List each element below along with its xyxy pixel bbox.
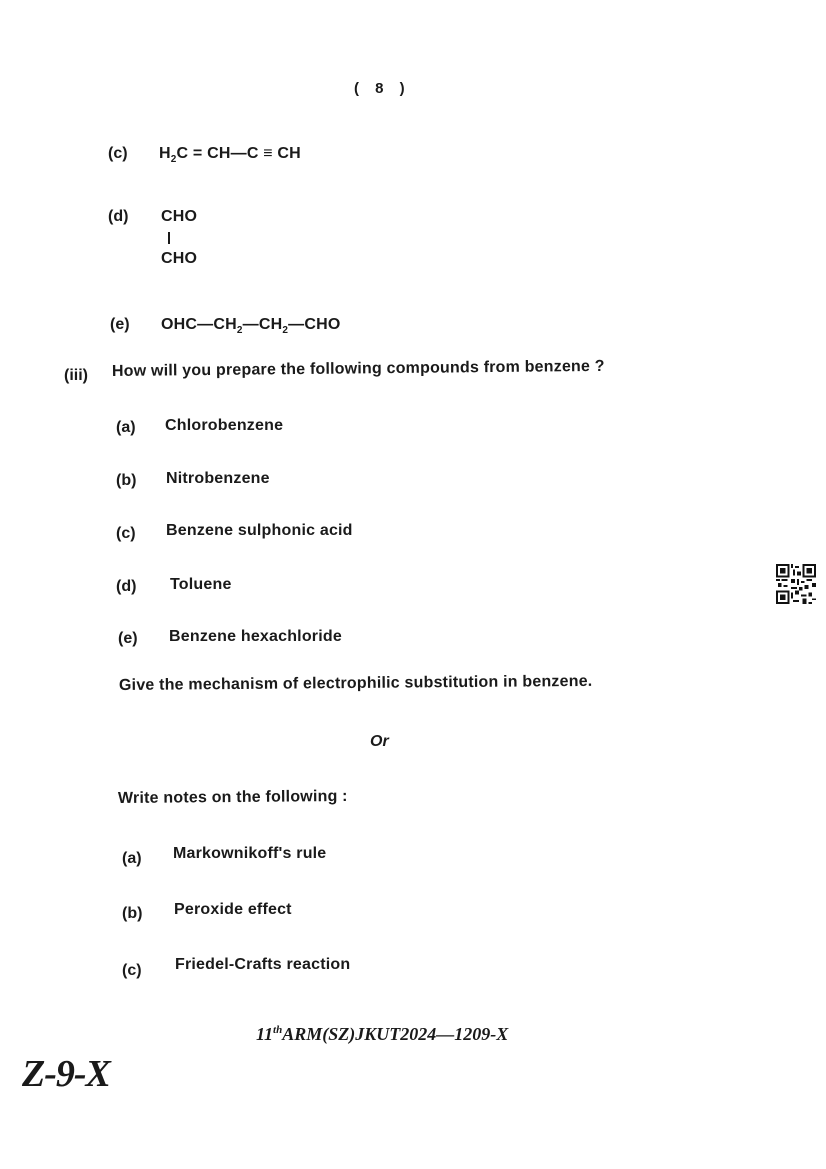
note-c-text: Friedel-Crafts reaction xyxy=(175,956,351,973)
formula-part: —CH xyxy=(242,316,283,333)
item-c-label: (c) xyxy=(116,525,136,542)
item-e-label: (e) xyxy=(110,316,130,333)
item-e-label: (e) xyxy=(118,630,138,647)
page-number: ( 8 ) xyxy=(354,80,411,97)
notes-prompt: Write notes on the following : xyxy=(117,787,348,807)
or-separator: Or xyxy=(370,733,389,750)
paper-code xyxy=(256,1024,508,1045)
formula-subscript: 2 xyxy=(236,325,243,336)
formula-part: C = CH—C ≡ CH xyxy=(176,145,301,162)
item-e-text: Benzene hexachloride xyxy=(169,628,342,645)
formula-part: H xyxy=(159,145,171,162)
item-a-text: Chlorobenzene xyxy=(165,417,284,434)
formula-part: —CHO xyxy=(288,316,341,333)
note-b-text: Peroxide effect xyxy=(174,901,292,918)
item-b-text: Nitrobenzene xyxy=(166,470,270,487)
code-superscript: th xyxy=(273,1024,283,1036)
single-bond-line xyxy=(168,232,170,244)
code-rest: ARM(SZ)JKUT2024—1209-X xyxy=(282,1024,509,1044)
item-d-label: (d) xyxy=(108,208,129,225)
note-b-label: (b) xyxy=(122,905,143,922)
paper-tag: Z-9-X xyxy=(22,1053,110,1095)
note-a-text: Markownikoff's rule xyxy=(173,845,327,862)
formula-part: OHC—CH xyxy=(161,316,237,333)
formula-subscript: 2 xyxy=(170,154,177,165)
code-prefix: 11 xyxy=(256,1024,274,1044)
mechanism-question: Give the mechanism of electrophilic substitution in benzene. xyxy=(118,672,593,694)
item-c-formula xyxy=(159,145,301,165)
item-e-formula xyxy=(161,316,340,336)
item-d-bottom: CHO xyxy=(161,250,198,267)
note-c-label: (c) xyxy=(122,962,142,979)
formula-subscript: 2 xyxy=(282,325,289,336)
question-iii-label: (iii) xyxy=(64,367,88,384)
item-b-label: (b) xyxy=(116,472,137,489)
item-c-label: (c) xyxy=(108,145,128,162)
item-d-top: CHO xyxy=(161,208,198,225)
qr-code-icon xyxy=(776,564,816,604)
item-d-text: Toluene xyxy=(170,576,232,593)
question-iii-text: How will you prepare the following compounds from benzene ? xyxy=(111,357,605,380)
note-a-label: (a) xyxy=(122,850,142,867)
item-d-label: (d) xyxy=(116,578,137,595)
item-a-label: (a) xyxy=(116,419,136,436)
item-c-text: Benzene sulphonic acid xyxy=(166,522,353,539)
